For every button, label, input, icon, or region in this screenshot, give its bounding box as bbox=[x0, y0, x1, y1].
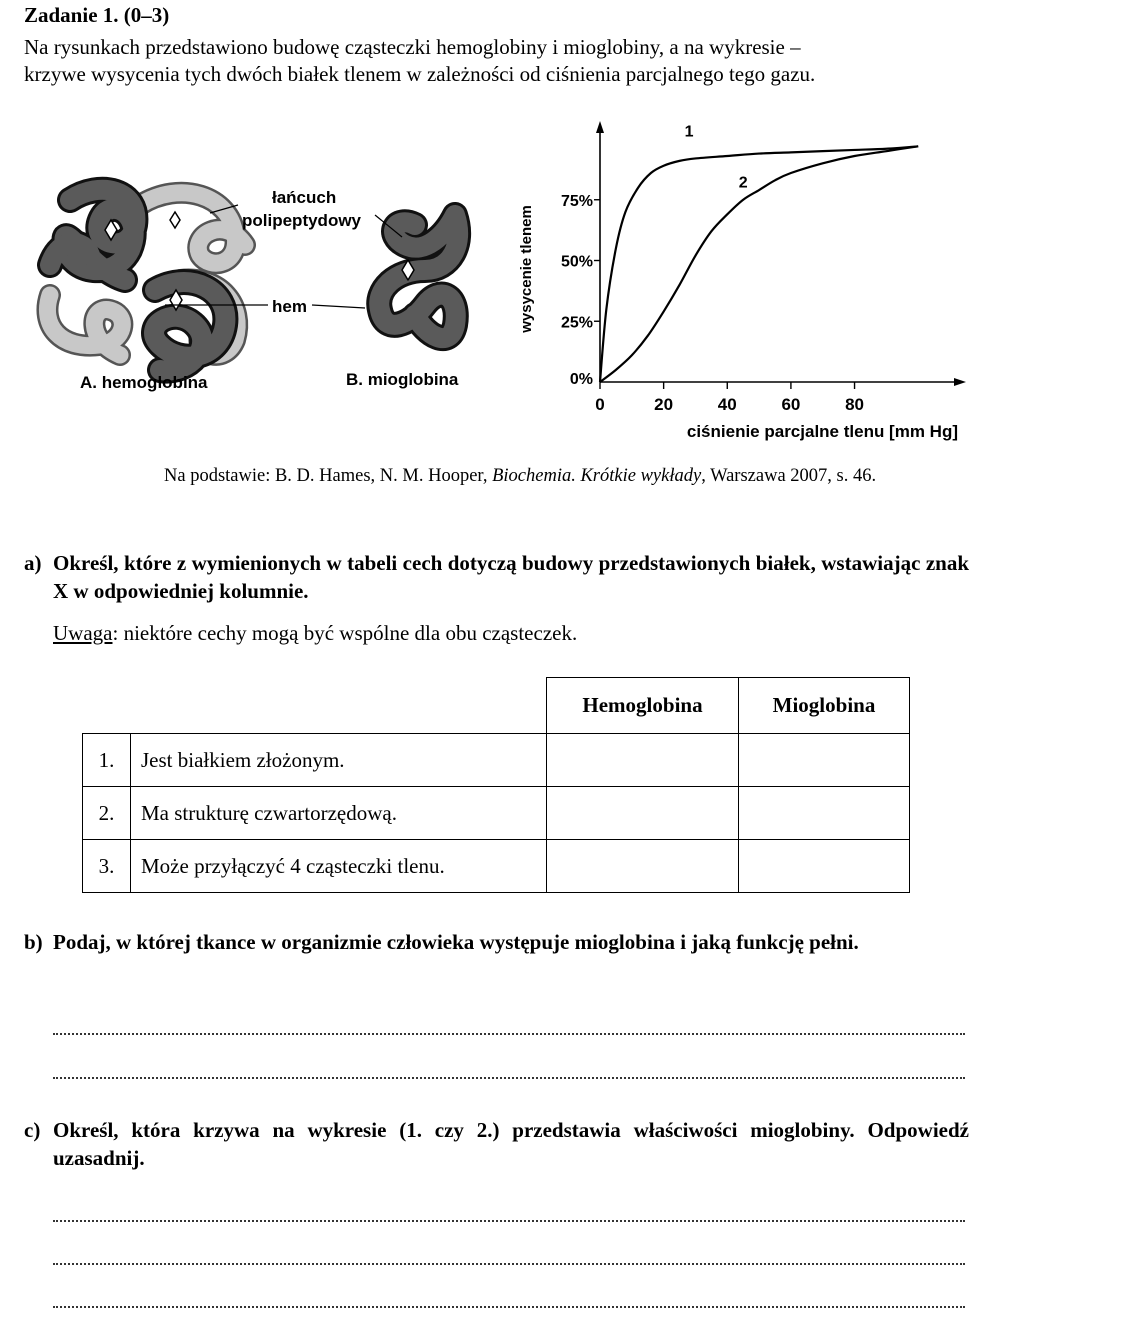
task-title: Zadanie 1. (0–3) bbox=[24, 3, 170, 27]
row-feature: Jest białkiem złożonym. bbox=[131, 734, 547, 787]
intro-line-1: Na rysunkach przedstawiono budowę cząsteczki hemoglobiny i mioglobiny, a na wykresie – bbox=[24, 35, 801, 59]
question-c bbox=[24, 1116, 969, 1172]
chart-labels bbox=[518, 124, 958, 441]
y-tick-label: 75% bbox=[560, 192, 593, 210]
curve-label-2: 2 bbox=[738, 174, 748, 192]
question-c-letter: c) bbox=[24, 1118, 41, 1142]
answer-cell-myoglobin[interactable] bbox=[739, 840, 910, 893]
source-citation bbox=[164, 466, 876, 487]
curve-1 bbox=[600, 146, 918, 382]
features-table bbox=[82, 677, 910, 893]
question-b bbox=[24, 928, 969, 956]
answer-cell-hemoglobin[interactable] bbox=[547, 734, 739, 787]
table-row bbox=[83, 734, 910, 787]
note bbox=[53, 621, 577, 646]
x-tick-label: 80 bbox=[845, 395, 865, 414]
answer-line-c2[interactable] bbox=[53, 1263, 965, 1265]
question-c-text: Określ, która krzywa na wykresie (1. czy 2.) przedstawia właściwości mioglobiny. Odpowiedź uzasadnij. bbox=[53, 1118, 969, 1170]
question-b-text: Podaj, w której tkance w organizmie człowieka występuje mioglobina i jaką funkcję pełni. bbox=[53, 930, 859, 954]
header-myoglobin: Mioglobina bbox=[739, 678, 910, 734]
chart-axes bbox=[596, 121, 966, 386]
question-a-letter: a) bbox=[24, 551, 42, 575]
y-axis-arrow bbox=[596, 121, 604, 133]
answer-line-b2[interactable] bbox=[53, 1077, 965, 1079]
x-tick-label: 60 bbox=[781, 395, 801, 414]
chart-series bbox=[600, 146, 918, 382]
source-title: Biochemia. Krótkie wykłady bbox=[492, 466, 702, 486]
row-number: 2. bbox=[83, 787, 131, 840]
x-tick-label: 0 bbox=[595, 395, 605, 414]
y-tick-label: 25% bbox=[560, 314, 593, 332]
x-axis-arrow bbox=[954, 378, 966, 386]
answer-line-b1[interactable] bbox=[53, 1033, 965, 1035]
answer-cell-hemoglobin[interactable] bbox=[547, 840, 739, 893]
curve-label-1: 1 bbox=[684, 123, 694, 141]
row-number: 1. bbox=[83, 734, 131, 787]
table-row bbox=[83, 840, 910, 893]
answer-line-c3[interactable] bbox=[53, 1306, 965, 1308]
answer-cell-myoglobin[interactable] bbox=[739, 787, 910, 840]
label-chain-line2: polipeptydowy bbox=[242, 211, 361, 230]
source-prefix: Na podstawie: B. D. Hames, N. M. Hooper, bbox=[164, 466, 493, 486]
question-b-letter: b) bbox=[24, 930, 43, 954]
label-myoglobin: B. mioglobina bbox=[346, 370, 459, 389]
answer-cell-hemoglobin[interactable] bbox=[547, 787, 739, 840]
label-chain-line1: łańcuch bbox=[272, 188, 337, 207]
question-a bbox=[24, 549, 969, 605]
note-text: : niektóre cechy mogą być wspólne dla obu cząsteczek. bbox=[112, 621, 578, 645]
header-hemoglobin: Hemoglobina bbox=[547, 678, 739, 734]
x-tick-label: 40 bbox=[717, 395, 737, 414]
source-suffix: , Warszawa 2007, s. 46. bbox=[701, 466, 877, 486]
y-tick-label: 50% bbox=[560, 253, 593, 271]
curve-2 bbox=[600, 146, 918, 382]
answer-cell-myoglobin[interactable] bbox=[739, 734, 910, 787]
myoglobin-chain bbox=[379, 215, 458, 338]
row-number: 3. bbox=[83, 840, 131, 893]
y-axis-label: wysycenie tlenem bbox=[518, 205, 535, 333]
intro-line-2: krzywe wysycenia tych dwóch białek tlenem w zależności od ciśnienia parcjalnego tego gazu. bbox=[24, 62, 816, 86]
task-intro bbox=[24, 34, 984, 88]
answer-line-c1[interactable] bbox=[53, 1220, 965, 1222]
x-axis-label: ciśnienie parcjalne tlenu [mm Hg] bbox=[686, 422, 958, 441]
question-a-text: Określ, które z wymienionych w tabeli cech dotyczą budowy przedstawionych białek, wstawiając znak X w odpowiedniej kolumnie. bbox=[53, 551, 969, 603]
x-tick-label: 20 bbox=[654, 395, 674, 414]
note-label: Uwaga bbox=[53, 621, 113, 645]
label-heme: hem bbox=[272, 297, 307, 316]
row-feature: Ma strukturę czwartorzędową. bbox=[131, 787, 547, 840]
label-hemoglobin: A. hemoglobina bbox=[80, 373, 208, 392]
row-feature: Może przyłączyć 4 cząsteczki tlenu. bbox=[131, 840, 547, 893]
y-tick-label: 0% bbox=[569, 371, 593, 388]
table-header-row bbox=[83, 678, 910, 734]
saturation-chart bbox=[505, 115, 970, 450]
protein-structure-figure bbox=[30, 175, 480, 395]
table-row bbox=[83, 787, 910, 840]
